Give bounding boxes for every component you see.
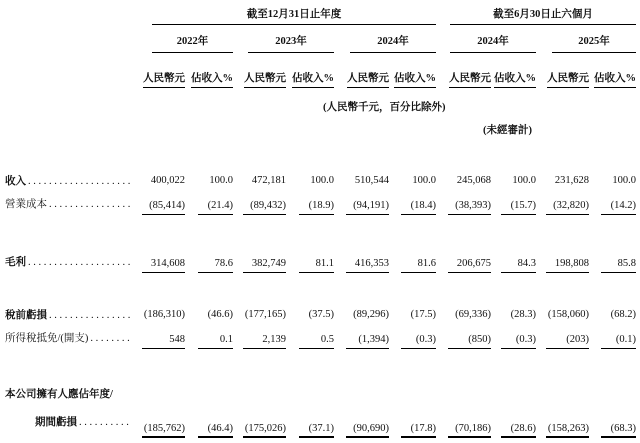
row-label-loss-attributable-line1: 本公司擁有人應佔年度/ [5, 389, 113, 400]
value-cell: 314,608 [142, 258, 185, 273]
loss-attributable-row [0, 386, 637, 438]
value-cell: 100.0 [612, 175, 637, 186]
year-2025-interim: 2025年 [552, 33, 636, 53]
dot-leader [90, 333, 131, 344]
col-header-pct: 佔收入% [494, 70, 536, 88]
loss-before-tax-row [0, 303, 637, 326]
value-cell: (0.3) [501, 334, 536, 349]
value-cell: 245,068 [456, 175, 492, 186]
year-2022: 2022年 [152, 33, 233, 53]
year-header-row [0, 25, 637, 53]
value-cell: 85.8 [601, 258, 636, 273]
value-cell: 510,544 [354, 175, 389, 186]
value-cell: 78.6 [198, 258, 233, 273]
value-cell: (1,394) [346, 334, 389, 349]
value-cell: 2,139 [243, 334, 286, 349]
value-cell: (89,432) [243, 200, 286, 215]
col-header-rmb: 人民幣元 [547, 70, 589, 88]
value-cell: 198,808 [546, 258, 589, 273]
col-header-pct: 佔收入% [394, 70, 436, 88]
value-cell: (17.8) [401, 423, 436, 438]
row-label-revenue: 收入 [5, 176, 26, 187]
value-cell: (18.4) [401, 200, 436, 215]
value-cell: (46.6) [207, 309, 233, 320]
unaudited-note-row [0, 115, 637, 140]
value-cell: (89,296) [353, 309, 389, 320]
value-cell: (46.4) [198, 423, 233, 438]
value-cell: (158,060) [547, 309, 590, 320]
value-cell: (203) [546, 334, 589, 349]
value-cell: (14.2) [601, 200, 636, 215]
value-cell: (21.4) [198, 200, 233, 215]
dot-leader [49, 310, 131, 321]
cost-of-sales-row [0, 192, 637, 215]
value-cell: 100.0 [412, 175, 437, 186]
section-header-annual: 截至12月31日止年度 [152, 6, 436, 25]
value-cell: (18.9) [299, 200, 334, 215]
col-header-rmb: 人民幣元 [347, 70, 389, 88]
section-header-interim: 截至6月30日止六個月 [450, 6, 636, 25]
dot-leader [79, 417, 131, 428]
row-label-cost-of-sales: 營業成本 [5, 199, 47, 210]
column-header-row [0, 53, 637, 88]
value-cell: 416,353 [346, 258, 389, 273]
row-label-gross-profit: 毛利 [5, 257, 26, 268]
value-cell: (28.3) [510, 309, 537, 320]
financial-table [0, 6, 637, 438]
value-cell: (68.2) [610, 309, 637, 320]
value-cell: 81.1 [299, 258, 334, 273]
value-cell: 472,181 [251, 175, 286, 186]
dot-leader [28, 257, 131, 268]
dot-leader [49, 199, 131, 210]
value-cell: (32,820) [546, 200, 589, 215]
section-header-row [0, 6, 637, 25]
col-header-pct: 佔收入% [594, 70, 636, 88]
unaudited-note: (未經審計) [483, 125, 532, 136]
value-cell: (175,026) [243, 423, 286, 438]
revenue-row [0, 169, 637, 192]
value-cell: (37.1) [299, 423, 334, 438]
value-cell: 100.0 [512, 175, 537, 186]
col-header-rmb: 人民幣元 [143, 70, 185, 88]
value-cell: (69,336) [455, 309, 492, 320]
value-cell: (177,165) [244, 309, 286, 320]
value-cell: 0.5 [299, 334, 334, 349]
income-tax-row [0, 326, 637, 349]
units-note-row [0, 88, 637, 115]
value-cell: (37.5) [308, 309, 334, 320]
year-2024: 2024年 [350, 33, 436, 53]
col-header-pct: 佔收入% [191, 70, 233, 88]
value-cell: (28.6) [501, 423, 536, 438]
value-cell: (185,762) [142, 423, 185, 438]
value-cell: (70,186) [448, 423, 491, 438]
year-2023: 2023年 [248, 33, 334, 53]
gross-profit-row [0, 247, 637, 273]
value-cell: 206,675 [448, 258, 491, 273]
value-cell: (850) [448, 334, 491, 349]
value-cell: 100.0 [209, 175, 233, 186]
value-cell: (68.3) [601, 423, 636, 438]
col-header-pct: 佔收入% [292, 70, 334, 88]
col-header-rmb: 人民幣元 [244, 70, 286, 88]
value-cell: (0.1) [601, 334, 636, 349]
value-cell: 81.6 [401, 258, 436, 273]
col-header-rmb: 人民幣元 [449, 70, 491, 88]
value-cell: (85,414) [142, 200, 185, 215]
value-cell: (17.5) [410, 309, 437, 320]
row-label-loss-before-tax: 稅前虧損 [5, 310, 47, 321]
value-cell: (186,310) [143, 309, 185, 320]
row-label-income-tax: 所得稅抵免/(開支) [5, 333, 89, 344]
value-cell: (90,690) [346, 423, 389, 438]
dot-leader [28, 176, 131, 187]
value-cell: (158,263) [546, 423, 589, 438]
value-cell: (38,393) [448, 200, 491, 215]
value-cell: (0.3) [401, 334, 436, 349]
value-cell: 100.0 [310, 175, 334, 186]
value-cell: (94,191) [346, 200, 389, 215]
value-cell: (15.7) [501, 200, 536, 215]
year-2024-interim: 2024年 [450, 33, 536, 53]
value-cell: 231,628 [554, 175, 590, 186]
value-cell: 548 [142, 334, 185, 349]
value-cell: 400,022 [150, 175, 185, 186]
value-cell: 84.3 [501, 258, 536, 273]
units-note: (人民幣千元，百分比除外) [323, 102, 446, 113]
value-cell: 0.1 [198, 334, 233, 349]
row-label-loss-attributable-line2: 期間虧損 [35, 417, 77, 428]
value-cell: 382,749 [243, 258, 286, 273]
